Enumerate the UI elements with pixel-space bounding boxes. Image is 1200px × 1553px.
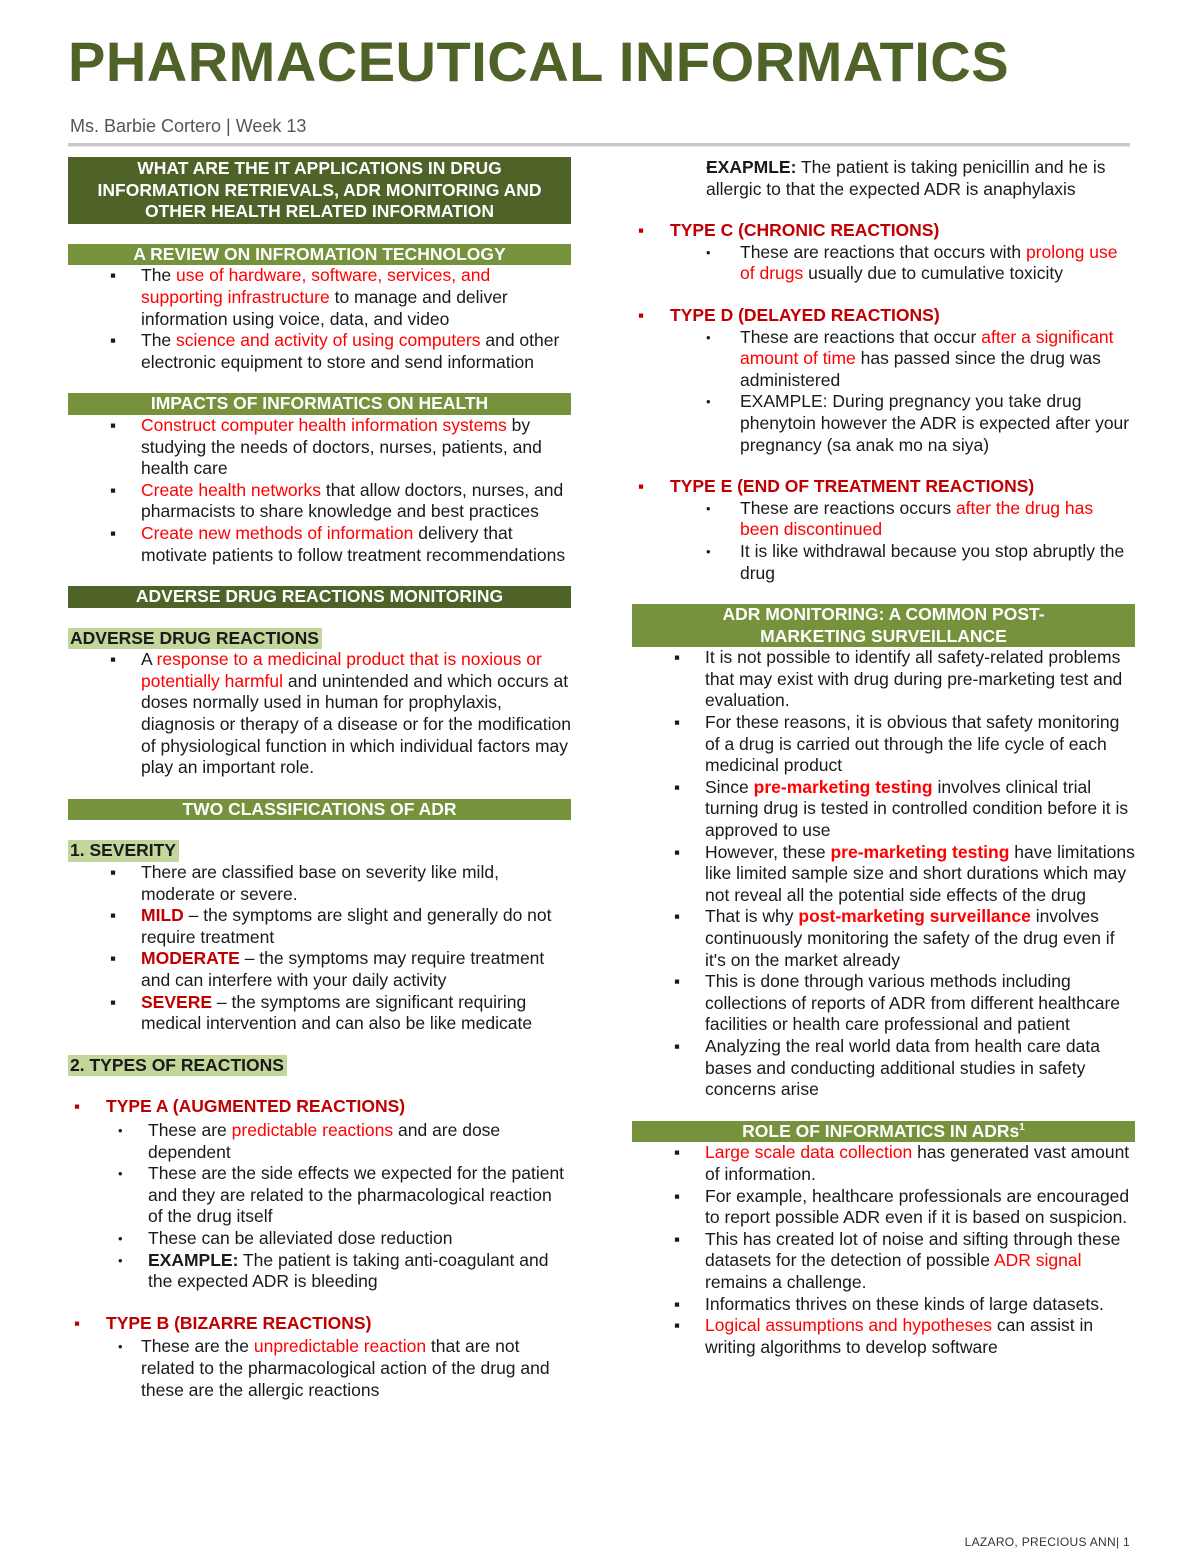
list-item: • EXAPMLE: The patient is taking penicillin and he is allergic to that the expected ADR is anaphylaxis (632, 157, 1135, 200)
list-item: ▪ Construct computer health information systems by studying the needs of doctors, nurses, patients, and health care (68, 415, 571, 480)
left-column (68, 157, 571, 1401)
type-a-items (68, 1120, 571, 1293)
list-item: • These are predictable reactions and are dose dependent (68, 1120, 571, 1163)
types-list-left (68, 1096, 571, 1118)
impacts-list (68, 415, 571, 566)
list-item: ▪ For example, healthcare professionals are encouraged to report possible ADR even if it is based on suspicion. (632, 1186, 1135, 1229)
type-d-list (632, 305, 1135, 327)
subheading-adverse-drug-reactions: ADVERSE DRUG REACTIONS (68, 628, 322, 650)
list-item: ▪ Logical assumptions and hypotheses can assist in writing algorithms to develop software (632, 1315, 1135, 1358)
list-item: ▪ Informatics thrives on these kinds of large datasets. (632, 1294, 1135, 1316)
list-item: ▪ It is not possible to identify all safety-related problems that may exist with drug during pre-marketing test and evaluation. (632, 647, 1135, 712)
list-item: ▪ Analyzing the real world data from health care data bases and conducting additional studies in safety concerns arise (632, 1036, 1135, 1101)
list-item: • These are reactions that occurs with prolong use of drugs usually due to cumulative toxicity (632, 242, 1135, 285)
severity-list (68, 862, 571, 1035)
type-d-label: ▪ TYPE D (DELAYED REACTIONS) (632, 305, 1135, 327)
list-item: ▪ This has created lot of noise and sifting through these datasets for the detection of possible ADR signal remains a challenge. (632, 1229, 1135, 1294)
list-item: ▪ The science and activity of using computers and other electronic equipment to store and send information (68, 330, 571, 373)
page-footer: LAZARO, PRECIOUS ANN| 1 (964, 1535, 1130, 1549)
list-item: ▪ The use of hardware, software, services, and supporting infrastructure to manage and deliver information using voice, data, and video (68, 265, 571, 330)
page-title: PHARMACEUTICAL INFORMATICS (68, 30, 1010, 93)
type-b-example (632, 157, 1135, 200)
section-header-role-of-informatics: ROLE OF INFORMATICS IN ADRs$^1$ (632, 1121, 1135, 1143)
list-item: • These can be alleviated dose reduction (68, 1228, 571, 1250)
list-item: ▪ This is done through various methods including collections of reports of ADR from different healthcare facilities or health care professional and patient (632, 971, 1135, 1036)
type-a-label: ▪ TYPE A (AUGMENTED REACTIONS) (68, 1096, 571, 1118)
type-b-list (68, 1313, 571, 1335)
list-item: ▪ Large scale data collection has generated vast amount of information. (632, 1142, 1135, 1185)
type-e-label: ▪ TYPE E (END OF TREATMENT REACTIONS) (632, 476, 1135, 498)
type-c-label: ▪ TYPE C (CHRONIC REACTIONS) (632, 220, 1135, 242)
page-subtitle: Ms. Barbie Cortero | Week 13 (70, 116, 307, 136)
list-item: • EXAMPLE: During pregnancy you take drug phenytoin however the ADR is expected after your pregnancy (sa anak mo na siya) (632, 391, 1135, 456)
list-item: ▪ That is why post-marketing surveillance involves continuously monitoring the safety of the drug even if it's on the market already (632, 906, 1135, 971)
list-item: ▪ Create health networks that allow doctors, nurses, and pharmacists to share knowledge and best practices (68, 480, 571, 523)
list-item: ▪ A response to a medicinal product that is noxious or potentially harmful and unintended and which occurs at doses normally used in human for prophylaxis, diagnosis or therapy of a disease or for the modification of physiological function in which individual factors may play an important role. (68, 649, 571, 779)
adr-definition-list (68, 649, 571, 779)
list-item: ▪ However, these pre-marketing testing have limitations like limited sample size and short durations which may not reveal all the potential side effects of the drug (632, 842, 1135, 907)
section-header-two-classifications: TWO CLASSIFICATIONS OF ADR (68, 799, 571, 821)
subheading-severity: 1. SEVERITY (68, 840, 179, 862)
list-item: ▪ MODERATE – the symptoms may require treatment and can interfere with your daily activity (68, 948, 571, 991)
list-item: ▪ There are classified base on severity like mild, moderate or severe. (68, 862, 571, 905)
list-item: • These are reactions occurs after the drug has been discontinued (632, 498, 1135, 541)
type-b-label: ▪ TYPE B (BIZARRE REACTIONS) (68, 1313, 571, 1335)
section-header-it-review: A REVIEW ON INFROMATION TECHNOLOGY (68, 244, 571, 266)
type-d-items (632, 327, 1135, 457)
list-item: ▪ Create new methods of information delivery that motivate patients to follow treatment recommendations (68, 523, 571, 566)
right-column (632, 157, 1135, 1358)
role-list (632, 1142, 1135, 1358)
section-header-adr-monitoring-surveillance: ADR MONITORING: A COMMON POST-MARKETING SURVEILLANCE (632, 604, 1135, 647)
type-e-list (632, 476, 1135, 498)
type-c-list (632, 220, 1135, 242)
list-item: • It is like withdrawal because you stop abruptly the drug (632, 541, 1135, 584)
section-header-adr-monitoring: ADVERSE DRUG REACTIONS MONITORING (68, 586, 571, 608)
adr-monitoring-list (632, 647, 1135, 1100)
footnote-marker: 1 (1019, 1121, 1025, 1133)
list-item: ▪ SEVERE – the symptoms are significant requiring medical intervention and can also be like medicate (68, 992, 571, 1035)
subheading-types-of-reactions: 2. TYPES OF REACTIONS (68, 1055, 287, 1077)
list-item: • These are the side effects we expected for the patient and they are related to the pharmacological reaction of the drug itself (68, 1163, 571, 1228)
list-item: ▪ Since pre-marketing testing involves clinical trial turning drug is tested in controlled condition before it is approved to use (632, 777, 1135, 842)
list-item: ▪ MILD – the symptoms are slight and generally do not require treatment (68, 905, 571, 948)
section-header-it-applications: WHAT ARE THE IT APPLICATIONS IN DRUG INFORMATION RETRIEVALS, ADR MONITORING AND OTHER HEALTH RELATED INFORMATION (68, 157, 571, 224)
type-b-items (68, 1336, 571, 1401)
title-divider (68, 143, 1130, 147)
list-item: ▪ For these reasons, it is obvious that safety monitoring of a drug is carried out through the life cycle of each medicinal product (632, 712, 1135, 777)
list-item: • These are the unpredictable reaction that are not related to the pharmacological action of the drug and these are the allergic reactions (68, 1336, 571, 1401)
it-review-list (68, 265, 571, 373)
type-c-items (632, 242, 1135, 285)
list-item: • These are reactions that occur after a significant amount of time has passed since the drug was administered (632, 327, 1135, 392)
section-header-impacts: IMPACTS OF INFORMATICS ON HEALTH (68, 393, 571, 415)
list-item: • EXAMPLE: The patient is taking anti-coagulant and the expected ADR is bleeding (68, 1250, 571, 1293)
type-e-items (632, 498, 1135, 584)
